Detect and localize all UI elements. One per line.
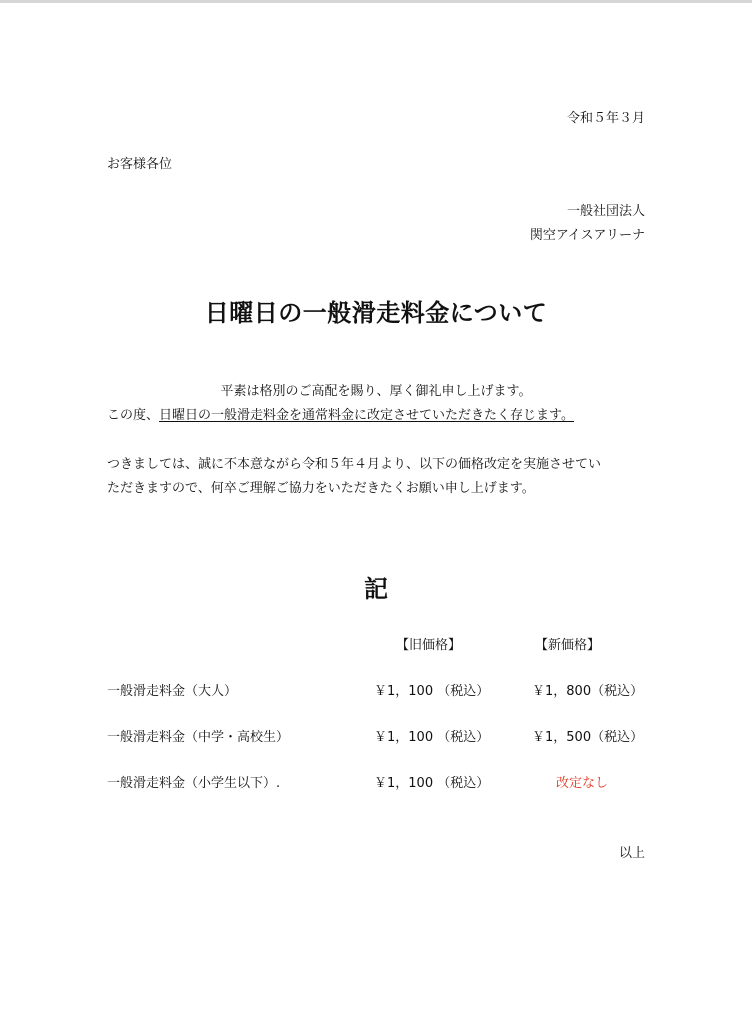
notice-heading: 記	[364, 575, 388, 603]
document-title: 日曜日の一般滑走料金について	[204, 299, 548, 327]
row-new-price-adult: ￥1，800（税込）	[532, 684, 644, 699]
row-new-price-child: 改定なし	[556, 776, 609, 791]
row-old-price-child: ￥1，100 （税込）	[374, 776, 490, 791]
document-date: 令和５年３月	[566, 111, 645, 126]
announcement-underlined: 日曜日の一般滑走料金を通常料金に改定させていただきたく存じます。	[159, 408, 574, 423]
row-old-price-student: ￥1，100 （税込）	[374, 730, 490, 745]
row-label-child: 一般滑走料金（小学生以下）.	[107, 776, 281, 791]
page-top-edge	[0, 0, 752, 3]
closing-mark: 以上	[618, 846, 645, 861]
new-price-header: 【新価格】	[535, 638, 601, 653]
announcement-prefix: この度、	[107, 408, 160, 423]
row-new-price-student: ￥1，500（税込）	[532, 730, 644, 745]
paragraph-line-1: つきましては、誠に不本意ながら令和５年４月より、以下の価格改定を実施させてい	[107, 457, 602, 472]
row-label-student: 一般滑走料金（中学・高校生）	[107, 730, 290, 745]
row-old-price-adult: ￥1，100 （税込）	[374, 684, 490, 699]
greeting-line: 平素は格別のご高配を賜り、厚く御礼申し上げます。	[220, 384, 532, 399]
organization-type: 一般社団法人	[566, 204, 645, 219]
row-label-adult: 一般滑走料金（大人）	[107, 684, 238, 699]
salutation: お客様各位	[107, 157, 173, 172]
announcement-line	[107, 407, 574, 425]
organization-name: 関空アイスアリーナ	[529, 228, 645, 243]
old-price-header: 【旧価格】	[396, 638, 462, 653]
paragraph-line-2: ただきますので、何卒ご理解ご協力をいただきたくお願い申し上げます。	[107, 481, 535, 496]
